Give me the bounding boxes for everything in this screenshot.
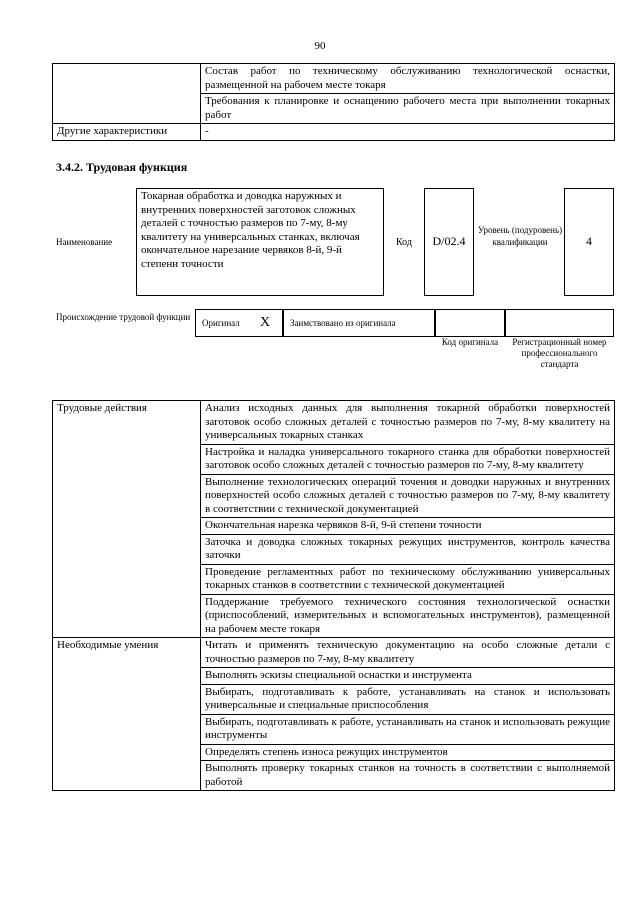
section-label: Необходимые умения (53, 638, 201, 791)
code-caption: Код оригинала (441, 337, 499, 347)
original-box (195, 309, 283, 337)
table-row (53, 638, 615, 668)
section-title: 3.4.2. Трудовая функция (56, 160, 188, 174)
original-mark: X (260, 315, 271, 330)
table-cell: Выбирать, подготавливать к работе, устанавливать на станок и использовать режущие инструменты (201, 714, 615, 744)
table-cell: Поддержание требуемого технического состояния технологической оснастки (приспособлений, измерительных и вспомогательных инструментов), размещенной на рабочем месте токаря (201, 594, 615, 638)
origin-label: Происхождение трудовой функции (56, 312, 191, 322)
code-label: Код (396, 237, 412, 248)
table-cell: Выполнять эскизы специальной оснастки и инструмента (201, 668, 615, 685)
row-text: Требования к планировке и оснащению рабочего места при выполнении токарных работ (201, 94, 615, 124)
main-table (52, 400, 615, 791)
page-number: 90 (314, 40, 326, 52)
reg-caption: Регистрационный номер профессионального стандарта (512, 337, 607, 369)
row-label (53, 64, 201, 124)
table-row (53, 124, 615, 141)
table-cell: Выбирать, подготавливать к работе, устанавливать на станок и использовать универсальные и специальные приспособления (201, 684, 615, 714)
row-label: Другие характеристики (53, 124, 201, 141)
table-cell: Выполнение технологических операций точения и доводки наружных и внутренних поверхностей особо сложных деталей с точностью размеров по 7-му, 8-му квалитету в соответствии с технической документацией (201, 474, 615, 518)
table-cell: Определять степень износа режущих инструментов (201, 744, 615, 761)
table-cell: Выполнять проверку токарных станков на точность в соответствии с выполняемой работой (201, 761, 615, 791)
code-value: D/02.4 (424, 188, 474, 296)
table-cell: Настройка и наладка универсального токарного станка для обработки поверхностей заготовок особо сложных деталей с точностью размеров по 7-му, 8-му квалитету (201, 444, 615, 474)
table-cell: Заточка и доводка сложных токарных режущих инструментов, контроль качества заточки (201, 534, 615, 564)
table-cell: Читать и применять техническую документацию на особо сложные детали с точностью размеров по 7-му, 8-му квалитету (201, 638, 615, 668)
table-row (53, 401, 615, 445)
original-code-box (435, 309, 505, 337)
name-label: Наименование (56, 237, 113, 247)
borrowed-box (283, 309, 435, 337)
level-value: 4 (564, 188, 614, 296)
top-table (52, 63, 615, 141)
borrowed-label: Заимствовано из оригинала (290, 318, 396, 328)
table-cell: Окончательная нарезка червяков 8-й, 9-й степени точности (201, 518, 615, 535)
level-label: Уровень (подуровень) квалификации (477, 225, 563, 247)
row-text: - (201, 124, 615, 141)
row-text: Состав работ по техническому обслуживанию технологической оснастки, размещенной на рабочем месте токаря (201, 64, 615, 94)
original-label: Оригинал (202, 318, 240, 328)
table-row (53, 64, 615, 94)
section-label: Трудовые действия (53, 401, 201, 638)
name-value: Токарная обработка и доводка наружных и внутренних поверхностей заготовок сложных деталей с точностью размеров по 7-му, 8-му квалитету на универсальных станках, включая окончательное нарезание червяков 8-й, 9-й степени точности (136, 188, 384, 296)
table-cell: Анализ исходных данных для выполнения токарной обработки поверхностей заготовок особо сложных деталей с точностью размеров по 7-му, 8-му квалитету на универсальных токарных станках (201, 401, 615, 445)
table-cell: Проведение регламентных работ по техническому обслуживанию универсальных токарных станков в соответствии с технической документацией (201, 564, 615, 594)
reg-number-box (505, 309, 614, 337)
